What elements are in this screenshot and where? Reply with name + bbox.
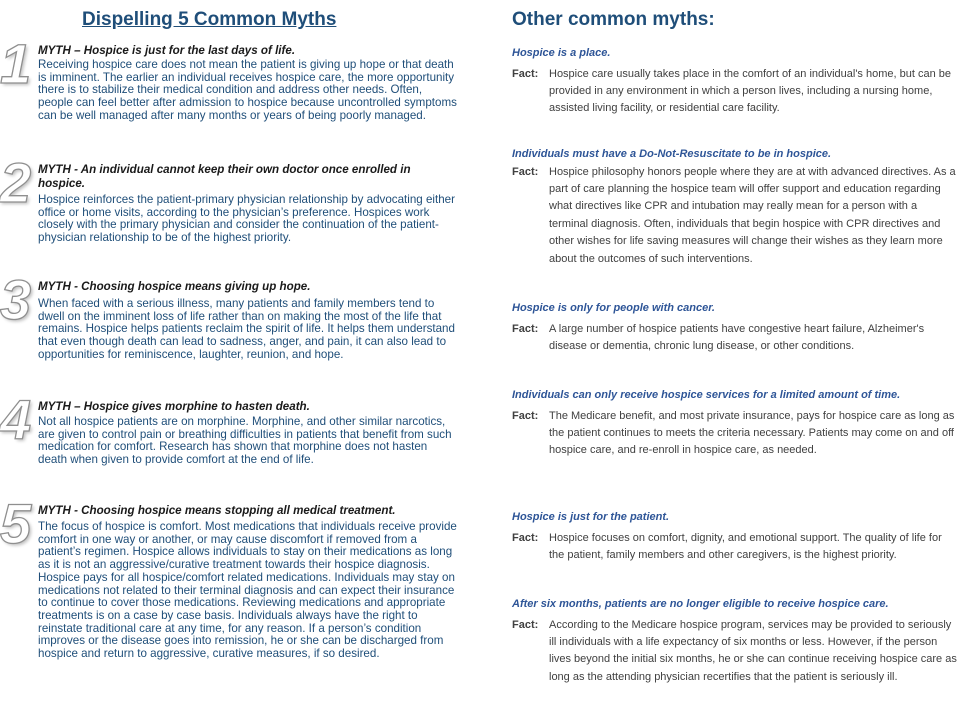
- other-myth-heading: Individuals can only receive hospice services for a limited amount of time.: [512, 389, 901, 401]
- fact-entry: [512, 66, 958, 118]
- fact-entry: [512, 530, 958, 565]
- myth-heading: MYTH – Hospice gives morphine to hasten death.: [38, 400, 310, 413]
- other-myth-3: [512, 302, 958, 355]
- myth-body: The focus of hospice is comfort. Most medications that individuals receive provide comfort in one way or another, or may cause discomfort if removed from a patient’s regimen. Hospice allows individuals to stay on their medications as long as it is not an aggressive/curative treatment towards their hospice diagnosis. Hospice pays for all hospice/comfort related medications. Individuals may stay on medications not related to their terminal diagnosis and can expect their insurance to continue to cover those medications. Reviewing medications and appropriate treatments is on a case by case basis. Individuals always have the right to reinstate traditional care at any time, for any reason. If a person’s condition improves or the disease goes into remission, he or she can be discharged from hospice and return to aggressive, curative measures, if so desired.: [38, 520, 457, 661]
- myth-heading: MYTH – Hospice is just for the last days of life.: [38, 44, 296, 57]
- myth-body: Hospice reinforces the patient-primary physician relationship by advocating either office or home visits, according to the physician’s preference. Hospices work closely with the primary physician and consider the continuation of the patient-physician relationship to be of the highest priority.: [38, 193, 455, 245]
- myth-heading: MYTH - An individual cannot keep their own doctor once enrolled in hospice.: [38, 163, 411, 190]
- fact-label: Fact:: [512, 165, 539, 178]
- myth-body: Receiving hospice care does not mean the patient is giving up hope or that death is imminent. The earlier an individual receives hospice care, the more opportunity there is to stabilize their medical condition and address other needs. Often, people can feel better after admission to hospice because uncontrolled symptoms can be well managed after many months or years of being poorly managed.: [38, 58, 457, 122]
- other-myths-title: Other common myths:: [512, 9, 715, 30]
- other-myth-heading: Hospice is a place.: [512, 47, 611, 59]
- fact-label: Fact:: [512, 531, 539, 544]
- fact-label: Fact:: [512, 67, 539, 80]
- other-myth-2: [512, 148, 958, 268]
- fact-label: Fact:: [512, 618, 539, 631]
- myth-number: 4: [0, 388, 32, 451]
- myth-number: 5: [0, 492, 32, 555]
- myth-body: Not all hospice patients are on morphine. Morphine, and other similar narcotics, are given to control pain or breathing difficulties in patients that benefit from such medication for comfort. Research has shown that morphine does not hasten death when given to provide comfort at the end of life.: [38, 415, 452, 467]
- fact-entry: [512, 164, 958, 268]
- fact-label: Fact:: [512, 409, 539, 422]
- fact-text: The Medicare benefit, and most private insurance, pays for hospice care as long as the patient continues to meets the criteria necessary. Patients may come on and off hospice care, and re-enroll in hospice care, as needed.: [549, 409, 955, 457]
- myths-column: [0, 0, 462, 720]
- fact-text: According to the Medicare hospice program, services may be provided to seriously ill individuals with a life expectancy of six months or less. However, if the person lives beyond the initial six months, he or she can continue receiving hospice care as long as the attending physician recertifies that the patient is seriously ill.: [549, 618, 957, 683]
- other-myths-column: [512, 0, 960, 720]
- fact-text: Hospice care usually takes place in the comfort of an individual's home, but can be provided in any environment in which a person lives, including a nursing home, assisted living facility, or residential care facility.: [549, 67, 951, 115]
- other-myth-heading: Individuals must have a Do-Not-Resuscitate to be in hospice.: [512, 148, 832, 160]
- other-myth-heading: Hospice is just for the patient.: [512, 511, 670, 523]
- page-title: Dispelling 5 Common Myths: [82, 9, 337, 30]
- other-myth-heading: Hospice is only for people with cancer.: [512, 302, 715, 314]
- myth-heading: MYTH - Choosing hospice means stopping all medical treatment.: [38, 504, 396, 517]
- other-myth-6: [512, 598, 958, 686]
- fact-text: Hospice focuses on comfort, dignity, and emotional support. The quality of life for the patient, family members and other caregivers, is the highest priority.: [549, 531, 942, 561]
- other-myth-4: [512, 389, 958, 460]
- fact-text: A large number of hospice patients have congestive heart failure, Alzheimer's disease or dementia, chronic lung disease, or other conditions.: [549, 322, 925, 352]
- fact-label: Fact:: [512, 322, 539, 335]
- myth-number: 3: [0, 268, 32, 331]
- myth-body: When faced with a serious illness, many patients and family members tend to dwell on the imminent loss of life rather than on making the most of the life that remains. Hospice helps patients reclaim the spirit of life. It helps them understand that even though death can lead to sadness, anger, and pain, it can also lead to opportunities for reminiscence, laughter, reunion, and hope.: [38, 297, 455, 361]
- fact-entry: [512, 321, 958, 356]
- fact-text: Hospice philosophy honors people where they are at with advanced directives. As a part of care planning the hospice team will offer support and education regarding what directives like CPR and intubation may really mean for a person with a terminal diagnosis. Often, individuals that begin hospice with CPR directives and other wishes for life saving measures will change their wishes as they learn more about the outcomes of such interventions.: [549, 165, 956, 265]
- other-myth-5: [512, 511, 958, 564]
- myth-heading: MYTH - Choosing hospice means giving up hope.: [38, 280, 311, 293]
- fact-entry: [512, 408, 958, 460]
- fact-entry: [512, 617, 958, 687]
- other-myth-1: [512, 47, 958, 118]
- other-myth-heading: After six months, patients are no longer eligible to receive hospice care.: [512, 598, 889, 610]
- myth-number: 2: [0, 151, 32, 214]
- myth-number: 1: [0, 32, 32, 95]
